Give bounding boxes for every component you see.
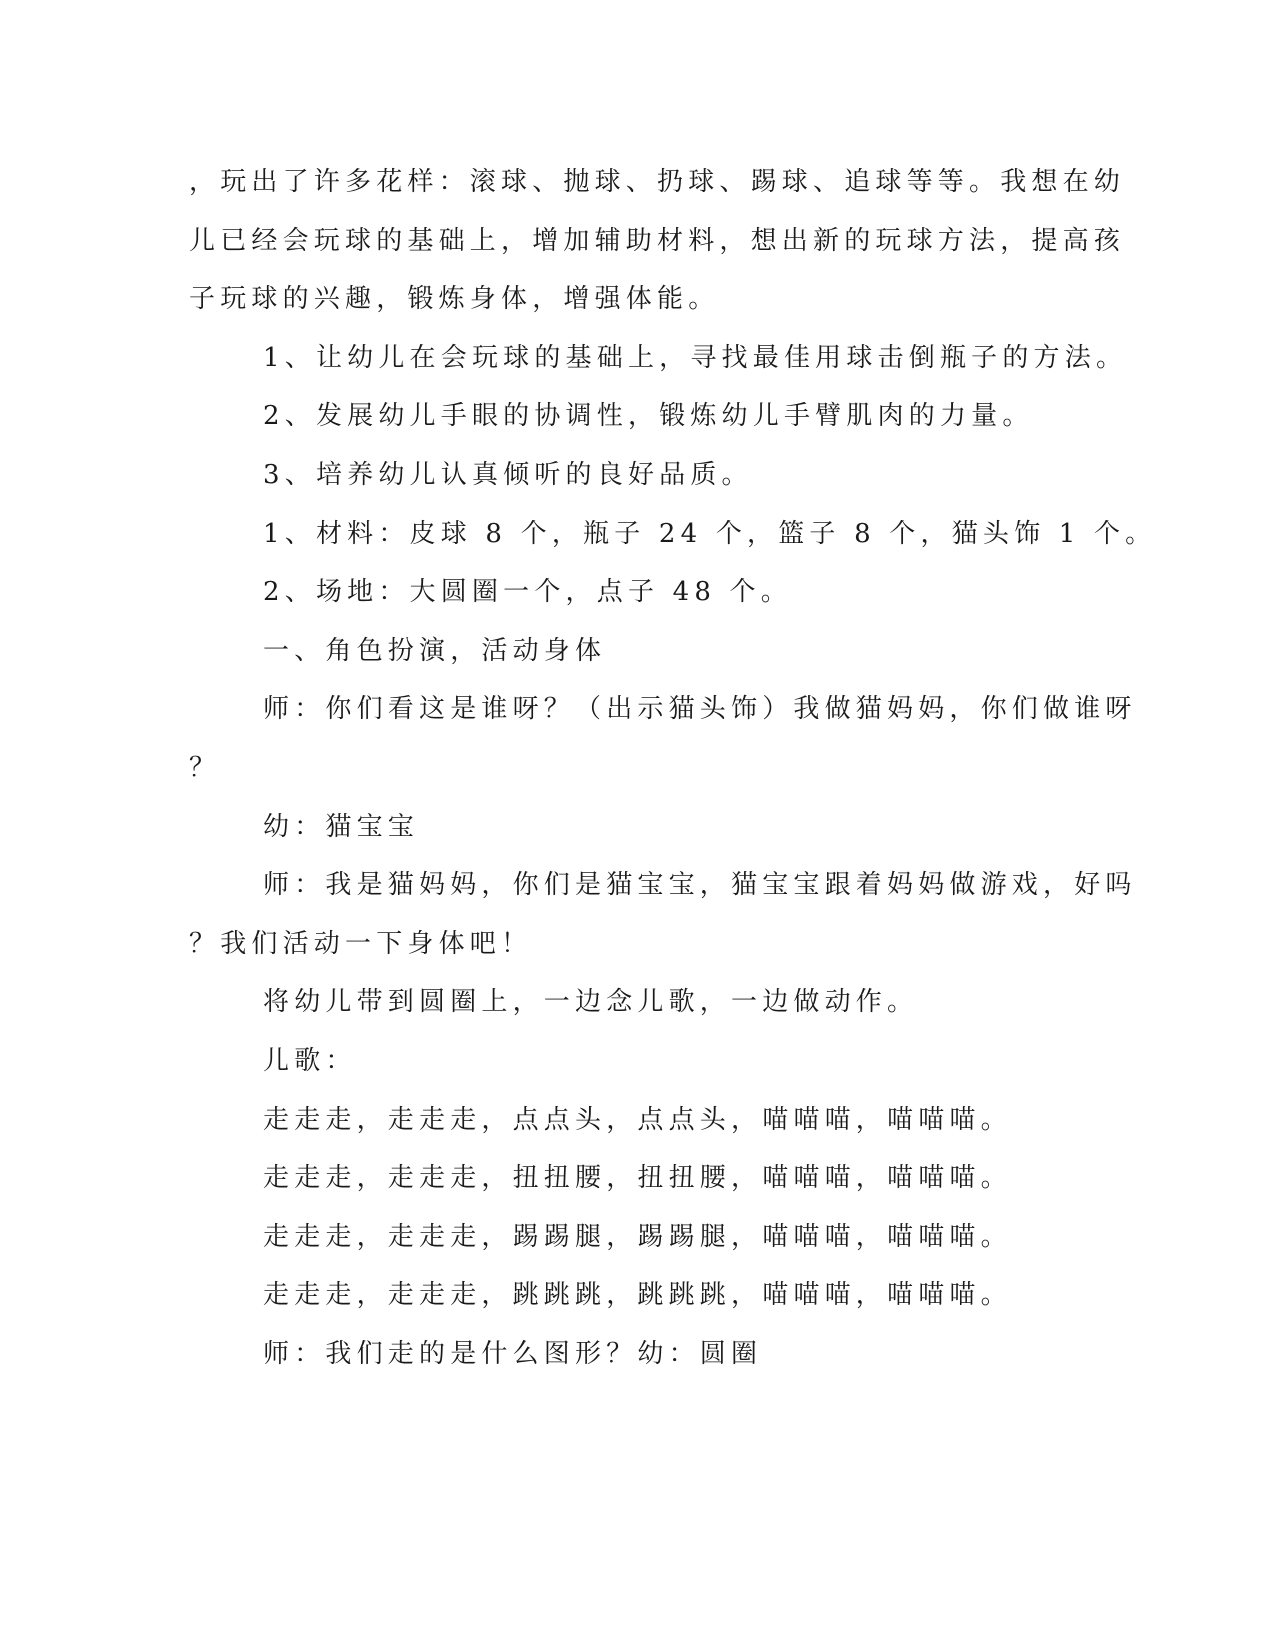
goal-item-2: 2、发展幼儿手眼的协调性，锻炼幼儿手臂肌肉的力量。 <box>263 401 1034 431</box>
song-line: 走走走，走走走，踢踢腿，踢踢腿，喵喵喵，喵喵喵。 <box>263 1222 1012 1252</box>
preparation-item-1: 1、材料：皮球 8 个，瓶子 24 个，篮子 8 个，猫头饰 1 个。 <box>263 519 1157 549</box>
dialogue-line-continuation: ？我们活动一下身体吧！ <box>189 929 533 959</box>
goal-item-3: 3、培养幼儿认真倾听的良好品质。 <box>263 460 753 490</box>
dialogue-line: 师：我们走的是什么图形？幼：圆圈 <box>263 1339 763 1369</box>
paragraph-line: ，玩出了许多花样：滚球、抛球、扔球、踢球、追球等等。我想在幼 <box>189 167 1126 197</box>
song-heading: 儿歌： <box>263 1046 357 1076</box>
paragraph-line: 子玩球的兴趣，锻炼身体，增强体能。 <box>189 284 720 314</box>
dialogue-line: 师：你们看这是谁呀？（出示猫头饰）我做猫妈妈，你们做谁呀 <box>263 694 1137 724</box>
dialogue-line-continuation: ？ <box>189 753 221 783</box>
dialogue-line: 幼：猫宝宝 <box>263 812 420 842</box>
section-heading: 一、角色扮演，活动身体 <box>263 636 607 666</box>
song-line: 走走走，走走走，点点头，点点头，喵喵喵，喵喵喵。 <box>263 1105 1012 1135</box>
song-line: 走走走，走走走，扭扭腰，扭扭腰，喵喵喵，喵喵喵。 <box>263 1163 1012 1193</box>
song-line: 走走走，走走走，跳跳跳，跳跳跳，喵喵喵，喵喵喵。 <box>263 1280 1012 1310</box>
goal-item-1: 1、让幼儿在会玩球的基础上，寻找最佳用球击倒瓶子的方法。 <box>263 343 1128 373</box>
instruction-line: 将幼儿带到圆圈上，一边念儿歌，一边做动作。 <box>263 987 919 1017</box>
dialogue-line: 师：我是猫妈妈，你们是猫宝宝，猫宝宝跟着妈妈做游戏，好吗 <box>263 870 1137 900</box>
preparation-item-2: 2、场地：大圆圈一个，点子 48 个。 <box>263 577 792 607</box>
paragraph-line: 儿已经会玩球的基础上，增加辅助材料，想出新的玩球方法，提高孩 <box>189 226 1126 256</box>
